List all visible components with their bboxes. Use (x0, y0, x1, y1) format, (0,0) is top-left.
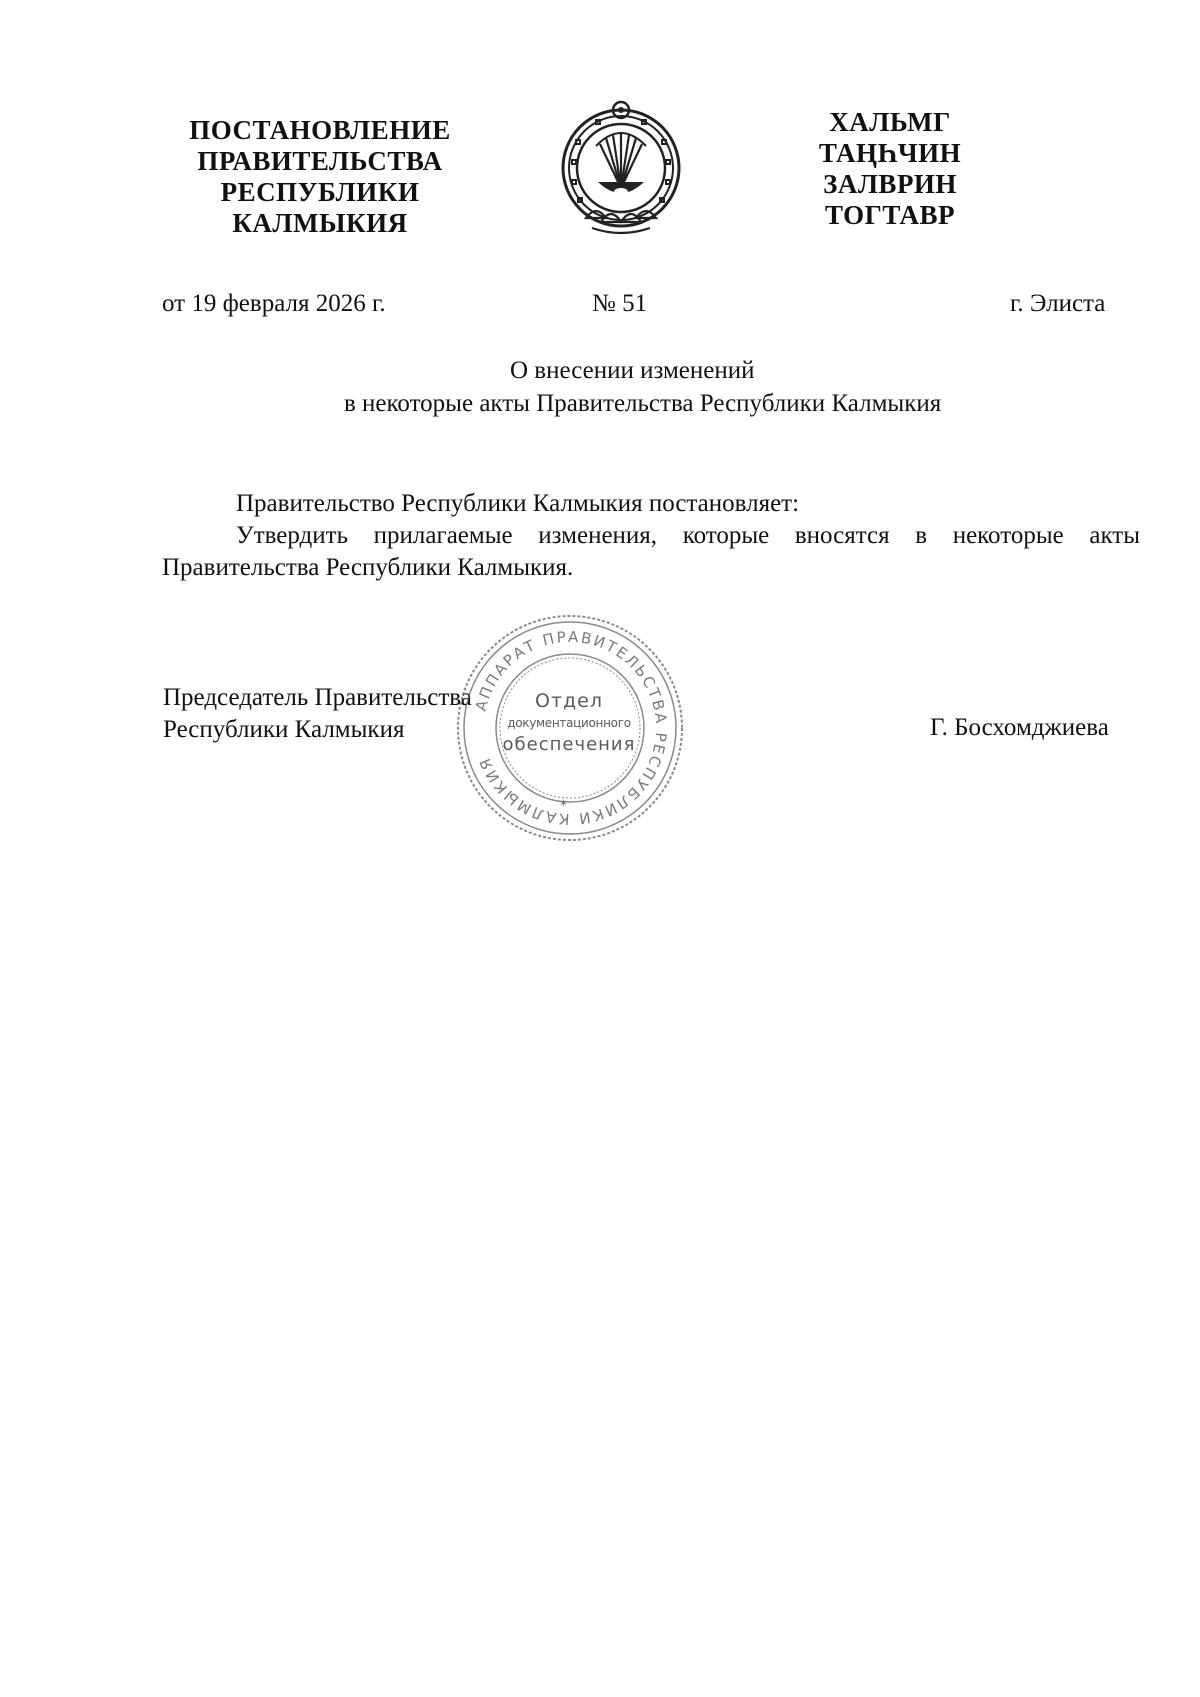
body-paragraph: Утвердить прилагаемые изменения, которые вносятся в некоторые акты Правительства Республики Калмыкия. (162, 522, 1140, 581)
stamp-star: * (560, 798, 567, 814)
header-left-line: РЕСПУБЛИКИ (220, 177, 420, 207)
header-right-line: ТОГТАВР (825, 200, 955, 230)
signatory-position-line: Председатель Правительства (163, 684, 472, 711)
document-date: от 19 февраля 2026 г. (162, 290, 386, 317)
signatory-position-line: Республики Калмыкия (163, 716, 405, 743)
stamp-inner-line: обеспечения (502, 734, 636, 755)
document-number: № 51 (592, 290, 648, 317)
document-city: г. Элиста (1010, 290, 1106, 317)
title-line: О внесении изменений (510, 357, 755, 384)
stamp-inner-text (494, 690, 644, 756)
header-left-line: ПРАВИТЕЛЬСТВА (197, 146, 443, 176)
header-kalmyk (790, 107, 990, 231)
kalmykia-coat-of-arms-icon (556, 100, 686, 240)
body-paragraph: Правительство Республики Калмыкия постановляет: (236, 490, 800, 517)
stamp-inner-line: документационного (507, 716, 631, 730)
signatory-position (163, 682, 472, 746)
signatory-name: Г. Босхомджиева (930, 714, 1109, 741)
header-russian (160, 115, 480, 239)
header-right-line: ХАЛЬМГ (829, 107, 951, 137)
header-left-line: КАЛМЫКИЯ (232, 208, 408, 238)
stamp-ring-text: АППАРАТ ПРАВИТЕЛЬСТВА РЕСПУБЛИКИ КАЛМЫКИЯ (471, 627, 671, 829)
header-right-line: ЗАЛВРИН (823, 169, 957, 199)
header-left-line: ПОСТАНОВЛЕНИЕ (189, 115, 451, 145)
title-line: в некоторые акты Правительства Республики Калмыкия (344, 390, 942, 417)
stamp-inner-line: Отдел (535, 690, 603, 712)
header-right-line: ТАҢҺЧИН (818, 138, 962, 168)
